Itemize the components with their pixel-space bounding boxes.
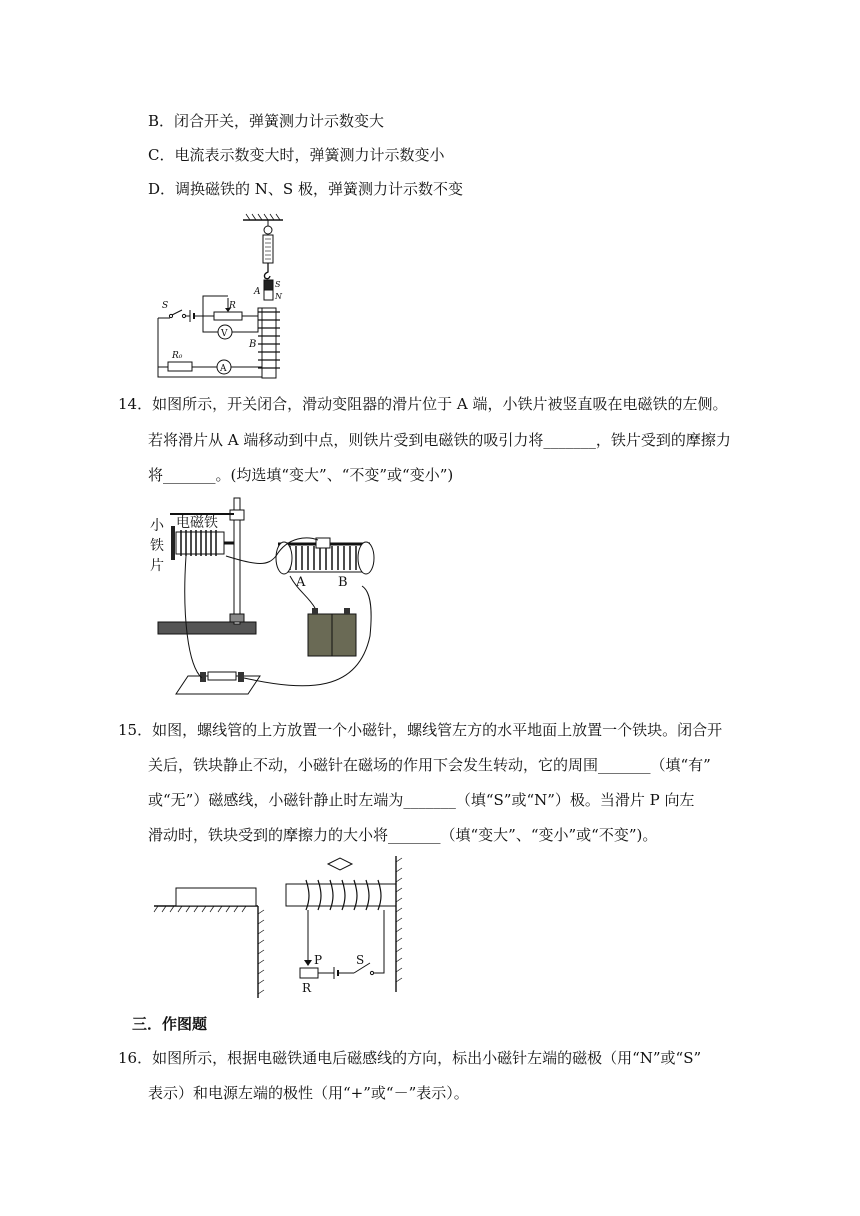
label-tie: 铁 — [150, 538, 164, 554]
label-r0: R₀ — [172, 351, 183, 361]
section-title: 三．作图题 — [132, 1015, 208, 1033]
label-magnet-a: A — [254, 287, 261, 297]
q14-line-1: 14．如图所示，开关闭合，滑动变阻器的滑片位于 A 端，小铁片被竖直吸在电磁铁的左侧。 — [118, 395, 728, 413]
label-magnet-n: N — [275, 292, 282, 301]
label-pian: 片 — [150, 558, 164, 574]
q14-line-3: 将_______。(均选填“变大”、“不变”或“变小”) — [148, 466, 454, 484]
q15-line-2: 关后，铁块静止不动，小磁针在磁场的作用下会发生转动，它的周围_______（填“有” — [148, 756, 711, 774]
label-slider-p: P — [314, 953, 323, 967]
q15-line-1: 15．如图，螺线管的上方放置一个小磁针，螺线管左方的水平地面上放置一个铁块。闭合开 — [118, 721, 723, 739]
option-d: D．调换磁铁的 N、S 极，弹簧测力计示数不变 — [148, 180, 463, 198]
figure-14-apparatus — [148, 496, 388, 704]
label-switch-s: S — [162, 301, 169, 311]
q16-line-2: 表示）和电源左端的极性（用“+”或“－”表示）。 — [148, 1084, 469, 1102]
label-b: B — [249, 339, 257, 350]
label-xiao: 小 — [150, 518, 164, 534]
label-rheostat-a: A — [296, 575, 306, 590]
label-ammeter: A — [220, 364, 227, 374]
q16-line-1: 16．如图所示，根据电磁铁通电后磁感线的方向，标出小磁针左端的磁极（用“N”或“S” — [118, 1049, 702, 1067]
option-c: C．电流表示数变大时，弹簧测力计示数变小 — [148, 146, 445, 164]
q14-line-2: 若将滑片从 A 端移动到中点，则铁片受到电磁铁的吸引力将_______，铁片受到的摩擦力 — [148, 431, 731, 449]
label-electromagnet: 电磁铁 — [176, 515, 218, 531]
label-switch-s: S — [356, 953, 365, 967]
label-magnet-s: S — [275, 280, 281, 289]
q15-line-3: 或“无”）磁感线，小磁针静止时左端为_______（填“S”或“N”）极。当滑片 P 向左 — [148, 791, 695, 809]
label-resistor-r: R — [302, 981, 312, 995]
figure-15-solenoid — [148, 852, 418, 1002]
label-rheostat-b: B — [338, 575, 348, 590]
label-voltmeter: V — [221, 329, 228, 339]
q15-line-4: 滑动时，铁块受到的摩擦力的大小将_______（填“变大”、“变小”或“不变”)。 — [148, 826, 658, 844]
figure-13-circuit — [148, 212, 288, 382]
option-b: B．闭合开关，弹簧测力计示数变大 — [148, 112, 385, 130]
label-rheostat-r: R — [229, 301, 236, 311]
